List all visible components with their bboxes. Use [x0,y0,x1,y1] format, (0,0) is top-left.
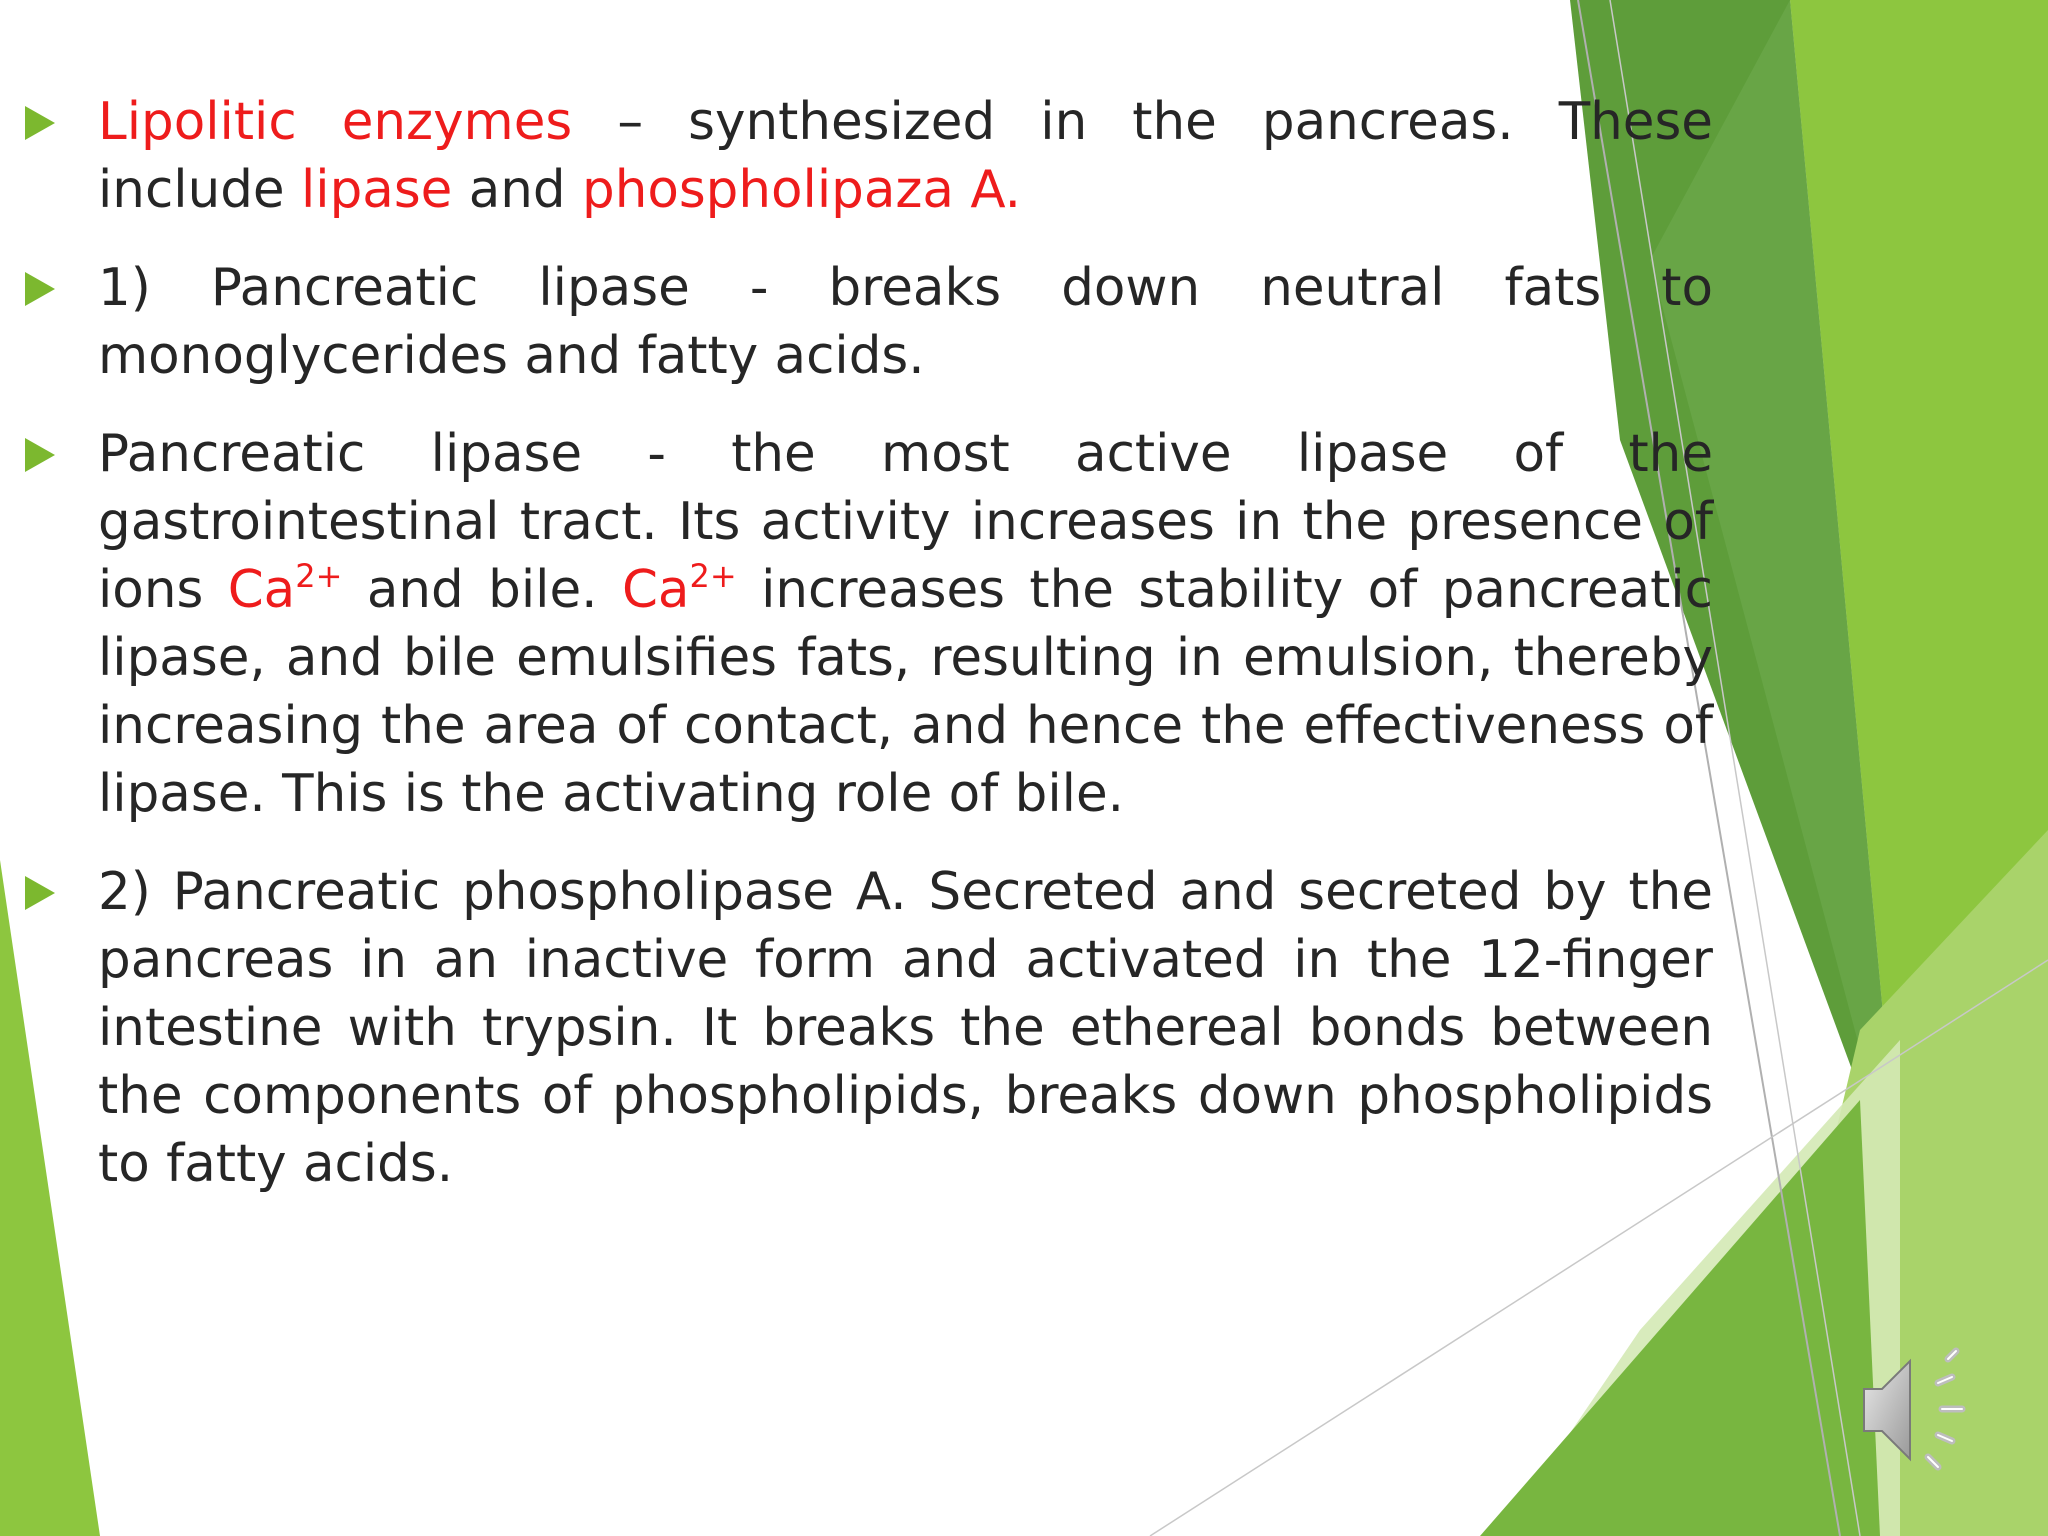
speaker-icon[interactable] [1858,1347,1978,1473]
bullet-text-segment: and [452,160,582,220]
bullet-text [98,88,1713,224]
bullet-arrow-icon [25,438,55,472]
bullet-lipase-activity [25,420,1713,828]
bullet-lipolitic-enzymes [25,88,1713,224]
bullet-text-segment: and bile. [342,560,622,620]
term-phospholipaza: phospholipaza A. [582,160,1022,220]
slide-content [25,88,1713,1228]
calcium-charge: 2+ [689,556,737,595]
bullet-text-segment: Pancreatic lipase - the most active lipase of the gastrointestinal tract. Its activity increases in the presence of ions [98,424,1713,620]
calcium-ion [621,556,737,620]
bullet-phospholipase-a [25,858,1713,1198]
bullet-text-segment: increases the stability of pancreatic lipase, and bile emulsifies fats, resulting in emulsion, thereby increasing the area of contact, and hence the effectiveness of lipase. This is the activating role of bile. [98,560,1713,824]
calcium-ion [227,556,343,620]
bullet-text [98,420,1713,828]
bullet-arrow-icon [25,876,55,910]
bullet-text: 2) Pancreatic phospholipase A. Secreted and secreted by the pancreas in an inactive form and activated in the 12-finger intestine with trypsin. It breaks the ethereal bonds between the components of phospholipids, breaks down phospholipids to fatty acids. [98,862,1713,1194]
term-lipolitic-enzymes: Lipolitic enzymes [98,92,573,152]
bullet-text-segment: – synthesized in the pancreas. These include [98,92,1713,220]
calcium-symbol: Ca [227,560,296,620]
bullet-arrow-icon [25,272,55,306]
calcium-charge: 2+ [295,556,343,595]
term-lipase: lipase [300,160,453,220]
calcium-symbol: Ca [621,560,690,620]
bullet-arrow-icon [25,106,55,140]
bullet-pancreatic-lipase [25,254,1713,390]
bullet-text: 1) Pancreatic lipase - breaks down neutral fats to monoglycerides and fatty acids. [98,258,1713,386]
